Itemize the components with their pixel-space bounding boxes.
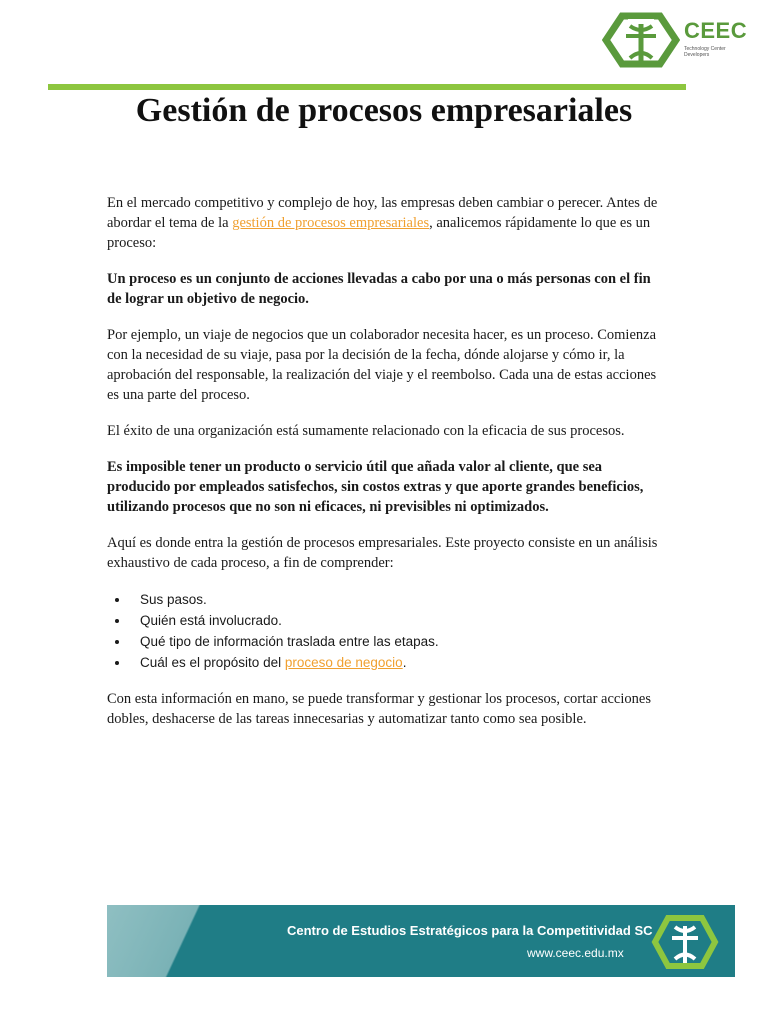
ceec-logo [602,12,752,70]
document-body [107,193,667,745]
list-item [130,652,667,673]
footer-banner [107,905,735,977]
intro-text-start: En el mercado competitivo y complejo de hoy, las empresas deben cambiar o perecer. Antes de abordar el tema de la [107,195,658,231]
banner-url: www.ceec.edu.mx [527,946,624,960]
logo-tagline: Technology Center Developers [684,46,726,58]
list-item: • Quién está involucrado. [130,610,667,631]
bpm-link[interactable]: gestión de procesos empresariales [232,215,430,231]
paragraph-intro [107,193,667,253]
document-title: Gestión de procesos empresariales [135,92,633,129]
paragraph-bpm: Aquí es donde entra la gestión de procesos empresariales. Este proyecto consiste en un análisis exhaustivo de cada proceso, a fin de comprender: [107,535,658,571]
intro-text-end: , analicemos rápidamente lo que es un proceso: [107,215,651,251]
paragraph-conclusion: Con esta información en mano, se puede transformar y gestionar los procesos, cortar acciones dobles, deshacerse de las tareas innecesarias y automatizar tanto como sea posible. [107,691,651,727]
banner-title: Centro de Estudios Estratégicos para la Competitividad SC [287,923,653,938]
bullet-text-end: . [402,655,407,670]
list-item: • Qué tipo de información traslada entre las etapas. [130,631,667,652]
logo-name: CEEC [684,18,748,43]
paragraph-success: El éxito de una organización está sumamente relacionado con la eficacia de sus procesos. [107,423,625,439]
bullet-list [107,589,667,673]
ceec-banner-logo-icon [651,913,719,971]
ceec-logo-icon [602,12,680,68]
bullet-text-start: Cuál es el propósito del [140,655,285,670]
business-process-link[interactable]: proceso de negocio [284,655,403,670]
banner-decoration [107,905,277,977]
paragraph-definition: Un proceso es un conjunto de acciones llevadas a cabo por una o más personas con el fin de lograr un objetivo de negocio. [107,271,651,307]
paragraph-example: Por ejemplo, un viaje de negocios que un colaborador necesita hacer, es un proceso. Comienza con la necesidad de su viaje, pasa por la decisión de la fecha, dónde alojarse y cómo ir, la aprobación del responsable, la realización del viaje y el reembolso. Cada una de estas acciones es una parte del proceso. [107,327,657,403]
paragraph-impossible: Es imposible tener un producto o servicio útil que añada valor al cliente, que sea producido por empleados satisfechos, sin costos extras y que aporte grandes beneficios, utilizando procesos que no son ni eficaces, ni previsibles ni optimizados. [107,459,644,515]
list-item: • Sus pasos. [130,589,667,610]
header-rule [48,84,686,90]
